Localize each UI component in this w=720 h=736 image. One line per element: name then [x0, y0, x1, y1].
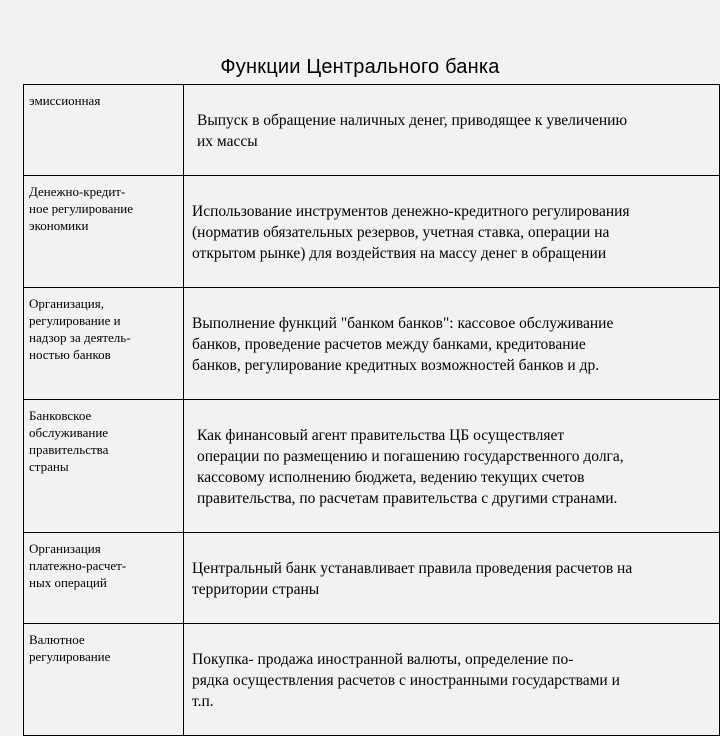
function-description: Выполнение функций "банком банков": кассовое обслуживание банков, проведение расчетов между банками, кредитование банков, регулирование кредитных возможностей банков и др. [192, 315, 614, 374]
function-name: Валютное регулирование [29, 632, 111, 664]
function-description-cell [184, 624, 720, 736]
function-name-cell [24, 400, 184, 533]
function-name: Организация, регулирование и надзор за деятель- ностью банков [29, 296, 131, 362]
function-description: Покупка- продажа иностранной валюты, определение по- рядка осуществления расчетов с иностранными государствами и т.п. [192, 651, 620, 710]
function-description-cell [184, 288, 720, 400]
function-description: Выпуск в обращение наличных денег, приводящее к увеличению их массы [197, 112, 628, 150]
slide-title: Функции Центрального банка [220, 56, 500, 78]
function-description: Использование инструментов денежно-кредитного регулирования (норматив обязательных резервов, учетная ставка, операции на открытом рынке) для воздействия на массу денег в обращении [192, 203, 630, 262]
table-row [24, 533, 720, 624]
function-name: Организация платежно-расчет- ных операций [29, 541, 127, 590]
function-name: Денежно-кредит- ное регулирование экономики [29, 184, 134, 233]
functions-table [23, 84, 720, 736]
function-description-cell [184, 533, 720, 624]
function-description-cell [184, 85, 720, 176]
function-name-cell [24, 533, 184, 624]
function-name: эмиссионная [29, 93, 101, 108]
table-row [24, 85, 720, 176]
function-name-cell [24, 624, 184, 736]
function-description: Центральный банк устанавливает правила проведения расчетов на территории страны [192, 560, 633, 598]
table-row [24, 400, 720, 533]
function-name-cell [24, 85, 184, 176]
function-description-cell [184, 176, 720, 288]
table-row [24, 288, 720, 400]
table-row [24, 624, 720, 736]
function-name-cell [24, 176, 184, 288]
function-description-cell [184, 400, 720, 533]
function-description: Как финансовый агент правительства ЦБ осуществляет операции по размещению и погашению государственного долга, кассовому исполнению бюджета, ведению текущих счетов правительства, по расчетам правительства с другими странами. [197, 427, 624, 507]
function-name: Банковское обслуживание правительства страны [29, 408, 109, 474]
table-row [24, 176, 720, 288]
function-name-cell [24, 288, 184, 400]
